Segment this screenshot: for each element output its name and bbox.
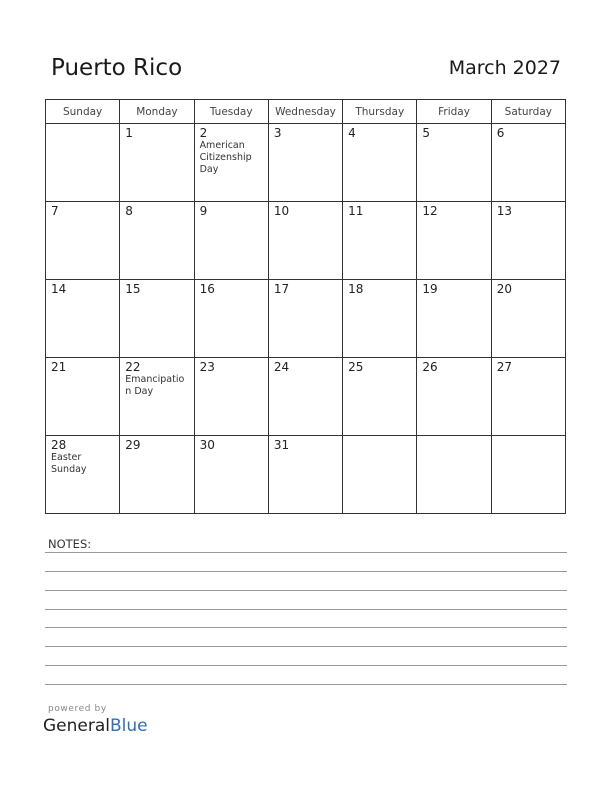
day-cell [491, 202, 565, 280]
week-row [46, 436, 566, 514]
day-number: 25 [348, 360, 364, 374]
day-cell [194, 202, 268, 280]
day-number: 27 [496, 360, 512, 374]
generalblue-logo [43, 716, 148, 736]
day-number: 16 [199, 282, 215, 296]
day-cell [417, 358, 491, 436]
page-title-country: Puerto Rico [51, 55, 183, 81]
day-cell [46, 280, 120, 358]
note-line [45, 684, 567, 685]
day-cell [343, 124, 417, 202]
day-number: 17 [273, 282, 290, 296]
powered-by-text: powered by [48, 704, 107, 714]
weekday-header: Sunday [46, 100, 120, 124]
note-line [45, 571, 567, 572]
day-number: 23 [199, 360, 215, 374]
day-cell [268, 358, 342, 436]
day-number: 1 [125, 126, 133, 140]
day-number: 30 [199, 438, 215, 452]
day-cell [120, 280, 194, 358]
day-cell [120, 358, 194, 436]
day-cell [46, 358, 120, 436]
day-cell [194, 358, 268, 436]
day-number: 3 [273, 126, 282, 140]
day-cell [417, 124, 491, 202]
day-number: 31 [273, 438, 290, 452]
day-cell [120, 124, 194, 202]
day-number: 12 [422, 204, 438, 218]
day-number: 15 [125, 282, 141, 296]
day-cell [491, 358, 565, 436]
day-cell [46, 436, 120, 514]
day-number: 11 [348, 204, 364, 218]
day-number: 21 [51, 360, 67, 374]
day-cell [120, 202, 194, 280]
week-row [46, 358, 566, 436]
note-line [45, 627, 567, 628]
day-number: 18 [348, 282, 364, 296]
day-number: 29 [125, 438, 141, 452]
day-number: 14 [51, 282, 67, 296]
holiday-label: American Citizenship Day [199, 140, 252, 175]
day-number: 24 [273, 360, 290, 374]
day-cell [491, 436, 565, 514]
day-cell [194, 436, 268, 514]
weekday-header: Saturday [491, 100, 565, 124]
day-cell [343, 202, 417, 280]
brand-general: General [43, 716, 110, 736]
day-cell [268, 202, 342, 280]
weekday-header-row [46, 100, 566, 124]
calendar-grid [45, 99, 566, 514]
day-number: 10 [273, 204, 290, 218]
weekday-header: Monday [120, 100, 194, 124]
weekday-header: Wednesday [268, 100, 342, 124]
day-number: 4 [348, 126, 356, 140]
day-cell [268, 124, 342, 202]
notes-label: NOTES: [48, 537, 92, 551]
note-line [45, 590, 567, 591]
weekday-header: Friday [417, 100, 491, 124]
day-number: 5 [422, 126, 431, 140]
day-cell [343, 280, 417, 358]
week-row [46, 124, 566, 202]
brand-blue: Blue [110, 716, 148, 736]
weekday-header: Tuesday [194, 100, 268, 124]
holiday-label: Easter Sunday [51, 452, 87, 475]
holiday-label: Emancipation Day [125, 374, 185, 397]
day-number: 7 [51, 204, 59, 218]
note-line [45, 665, 567, 666]
day-number: 13 [496, 204, 512, 218]
day-cell [194, 280, 268, 358]
day-number: 8 [125, 204, 133, 218]
day-cell [343, 358, 417, 436]
note-line [45, 646, 567, 647]
month-year-label: March 2027 [448, 57, 561, 79]
day-cell [268, 436, 342, 514]
day-number: 22 [125, 360, 141, 374]
day-cell [417, 436, 491, 514]
day-number: 26 [422, 360, 438, 374]
week-row [46, 280, 566, 358]
day-cell [417, 280, 491, 358]
weekday-header: Thursday [343, 100, 417, 124]
day-cell [417, 202, 491, 280]
day-cell [194, 124, 268, 202]
day-number: 20 [496, 282, 512, 296]
day-cell [491, 124, 565, 202]
day-number: 9 [199, 204, 208, 218]
week-row [46, 202, 566, 280]
note-line [45, 552, 567, 553]
note-line [45, 609, 567, 610]
day-cell [343, 436, 417, 514]
day-cell [46, 202, 120, 280]
day-cell [491, 280, 565, 358]
day-cell [268, 280, 342, 358]
day-number: 2 [199, 126, 208, 140]
day-number: 6 [496, 126, 505, 140]
day-number: 28 [51, 438, 67, 452]
day-cell [120, 436, 194, 514]
day-number: 19 [422, 282, 438, 296]
day-cell [46, 124, 120, 202]
